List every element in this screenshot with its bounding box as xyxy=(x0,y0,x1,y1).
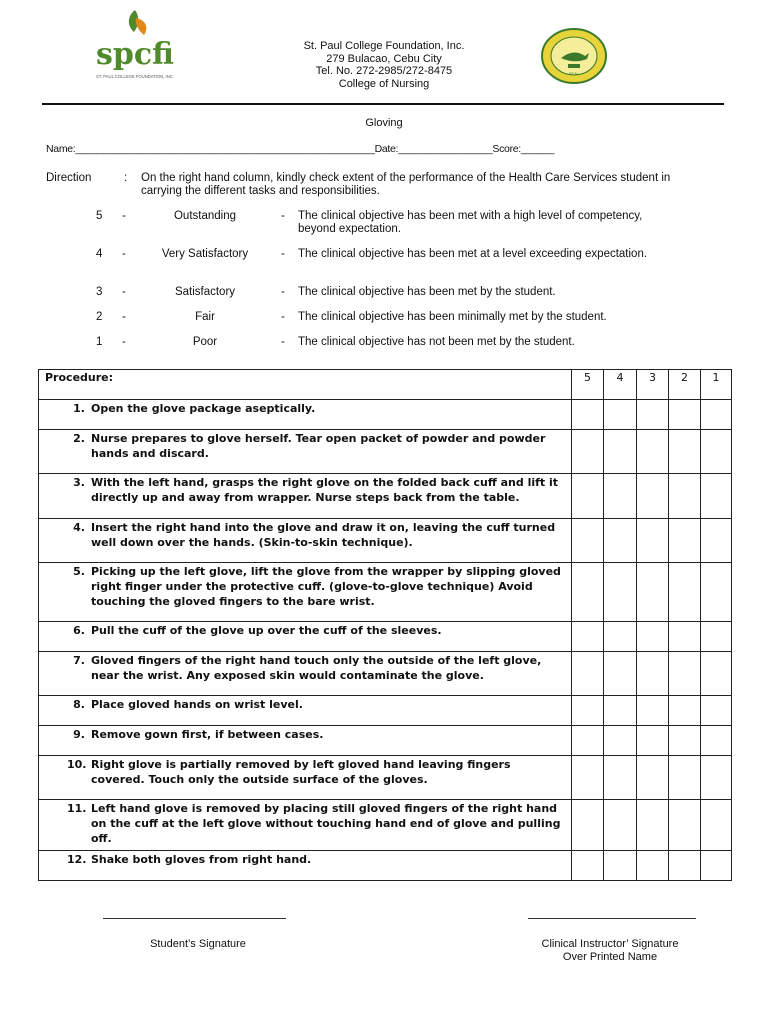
direction-text: On the right hand column, kindly check extent of the performance of the Health Care Services student in carrying the different tasks and responsibilities. xyxy=(141,172,671,197)
scale-number: 1 xyxy=(96,336,103,348)
scale-dash: - xyxy=(122,248,126,260)
scale-dash: - xyxy=(281,248,285,260)
score-cell[interactable] xyxy=(701,474,732,519)
score-cell[interactable] xyxy=(701,622,732,652)
step-number: 9. xyxy=(73,728,85,741)
step-number: 3. xyxy=(73,476,85,489)
scale-description: The clinical objective has been met at a level exceeding expectation. xyxy=(298,248,648,260)
scale-name: Poor xyxy=(192,336,218,348)
score-cell[interactable] xyxy=(604,756,637,800)
org-address: 279 Bulacao, Cebu City xyxy=(326,52,442,65)
score-cell[interactable] xyxy=(604,430,637,474)
scale-description: The clinical objective has been met with a high level of competency, beyond expectation. xyxy=(298,210,643,235)
score-cell[interactable] xyxy=(572,400,604,430)
score-cell[interactable] xyxy=(572,696,604,726)
step-text: Pull the cuff of the glove up over the cuff of the sleeves. xyxy=(91,624,442,637)
step-number: 8. xyxy=(73,698,85,711)
score-cell[interactable] xyxy=(637,622,669,652)
score-header-5: 5 xyxy=(572,370,604,400)
score-cell[interactable] xyxy=(701,400,732,430)
score-cell[interactable] xyxy=(572,756,604,800)
score-header-1: 1 xyxy=(701,370,732,400)
score-cell[interactable] xyxy=(669,726,701,756)
step-number: 2. xyxy=(73,432,85,445)
table-row xyxy=(39,726,732,756)
table-row xyxy=(39,519,732,563)
name-label: Name: xyxy=(46,143,76,155)
step-text: Open the glove package aseptically. xyxy=(91,402,316,415)
info-line: Name:______________________________________________________Date:_________________Score:______ xyxy=(46,143,555,155)
nursing-seal xyxy=(541,28,607,84)
score-cell[interactable] xyxy=(637,519,669,563)
scale-number: 2 xyxy=(96,311,103,323)
scale-description: The clinical objective has not been met by the student. xyxy=(298,336,575,348)
table-row xyxy=(39,474,732,519)
score-cell[interactable] xyxy=(572,430,604,474)
leaf-icon xyxy=(136,18,147,35)
logo-wordmark: spcfi xyxy=(96,37,174,72)
org-department: College of Nursing xyxy=(338,77,430,90)
date-label: Date: xyxy=(374,143,399,155)
scale-number: 5 xyxy=(96,210,103,222)
instructor-signature-line2: Over Printed Name xyxy=(562,950,658,963)
score-cell[interactable] xyxy=(701,696,732,726)
table-row xyxy=(39,851,732,881)
direction-label: Direction xyxy=(46,172,92,184)
header-divider xyxy=(42,103,724,105)
score-header-3: 3 xyxy=(637,370,669,400)
scale-dash: - xyxy=(281,286,285,298)
score-cell[interactable] xyxy=(604,400,637,430)
score-cell[interactable] xyxy=(701,726,732,756)
step-number: 11. xyxy=(67,802,87,815)
score-cell[interactable] xyxy=(669,430,701,474)
score-cell[interactable] xyxy=(604,563,637,622)
score-cell[interactable] xyxy=(669,756,701,800)
score-cell[interactable] xyxy=(637,474,669,519)
procedure-header: Procedure: xyxy=(39,370,572,400)
scale-dash: - xyxy=(281,210,285,222)
score-cell[interactable] xyxy=(669,622,701,652)
scale-dash: - xyxy=(122,336,126,348)
score-cell[interactable] xyxy=(572,726,604,756)
score-cell[interactable] xyxy=(637,696,669,726)
score-cell[interactable] xyxy=(604,851,637,881)
table-row xyxy=(39,563,732,622)
score-cell[interactable] xyxy=(637,400,669,430)
step-text: Picking up the left glove, lift the glove from the wrapper by slipping gloved right finger under the protective cuff. (glove-to-glove technique) Avoid touching the gloved fingers to the bare wrist. xyxy=(91,565,561,608)
document-title: Gloving xyxy=(365,117,403,129)
score-cell[interactable] xyxy=(572,800,604,851)
table-row xyxy=(39,430,732,474)
score-cell[interactable] xyxy=(701,800,732,851)
score-cell[interactable] xyxy=(572,652,604,696)
score-cell[interactable] xyxy=(637,756,669,800)
direction-colon: : xyxy=(124,172,128,184)
step-number: 5. xyxy=(73,565,85,578)
score-cell[interactable] xyxy=(572,474,604,519)
score-cell[interactable] xyxy=(572,622,604,652)
step-text: Gloved fingers of the right hand touch only the outside of the left glove, near the wrist. Any exposed skin would contaminate the glove. xyxy=(91,654,542,682)
score-label: Score: xyxy=(492,143,521,155)
scale-name: Very Satisfactory xyxy=(161,248,249,260)
step-number: 4. xyxy=(73,521,85,534)
instructor-signature-line[interactable] xyxy=(528,918,696,919)
score-cell[interactable] xyxy=(701,652,732,696)
step-text: Left hand glove is removed by placing still gloved fingers of the right hand on the cuff at the left glove without touching hand end of glove and pulling off. xyxy=(91,802,561,845)
score-cell[interactable] xyxy=(669,696,701,726)
scale-dash: - xyxy=(122,210,126,222)
score-header-2: 2 xyxy=(669,370,701,400)
scale-description: The clinical objective has been met by the student. xyxy=(298,286,556,298)
scale-name: Satisfactory xyxy=(174,286,236,298)
scale-name: Outstanding xyxy=(173,210,236,222)
step-number: 10. xyxy=(67,758,87,771)
scale-number: 3 xyxy=(96,286,103,298)
logo-subtext: ST. PAUL COLLEGE FOUNDATION, INC. xyxy=(96,74,174,79)
org-phone: Tel. No. 272-2985/272-8475 xyxy=(315,65,453,77)
table-row xyxy=(39,400,732,430)
score-cell[interactable] xyxy=(604,800,637,851)
student-signature-label: Student’s Signature xyxy=(150,938,246,950)
score-cell[interactable] xyxy=(669,400,701,430)
scale-dash: - xyxy=(122,286,126,298)
score-cell[interactable] xyxy=(572,851,604,881)
score-cell[interactable] xyxy=(701,519,732,563)
step-number: 1. xyxy=(73,402,85,415)
instructor-signature-label xyxy=(510,938,710,963)
scale-dash: - xyxy=(281,311,285,323)
seal-text: SEAL xyxy=(568,71,580,76)
table-row xyxy=(39,696,732,726)
instructor-signature-line1: Clinical Instructor’ Signature xyxy=(541,938,679,950)
score-cell[interactable] xyxy=(604,622,637,652)
score-cell[interactable] xyxy=(669,652,701,696)
step-text: With the left hand, grasps the right glove on the folded back cuff and lift it directly up and away from wrapper. Nurse steps back from the table. xyxy=(91,476,559,504)
score-cell[interactable] xyxy=(669,474,701,519)
score-cell[interactable] xyxy=(572,519,604,563)
score-cell[interactable] xyxy=(604,474,637,519)
step-text: Remove gown first, if between cases. xyxy=(91,728,324,741)
table-row xyxy=(39,756,732,800)
table-row xyxy=(39,622,732,652)
score-cell[interactable] xyxy=(637,800,669,851)
score-cell[interactable] xyxy=(637,851,669,881)
step-number: 7. xyxy=(73,654,85,667)
score-cell[interactable] xyxy=(637,652,669,696)
step-number: 6. xyxy=(73,624,85,637)
score-cell[interactable] xyxy=(637,430,669,474)
step-text: Place gloved hands on wrist level. xyxy=(91,698,303,711)
letterhead xyxy=(260,40,508,90)
scale-description: The clinical objective has been minimally met by the student. xyxy=(298,311,607,323)
table-row xyxy=(39,652,732,696)
score-cell[interactable] xyxy=(572,563,604,622)
step-text: Shake both gloves from right hand. xyxy=(91,853,312,866)
score-cell[interactable] xyxy=(637,563,669,622)
score-cell[interactable] xyxy=(604,726,637,756)
score-header-4: 4 xyxy=(604,370,637,400)
score-cell[interactable] xyxy=(669,851,701,881)
scale-dash: - xyxy=(281,336,285,348)
student-signature-line[interactable] xyxy=(103,918,286,919)
score-cell[interactable] xyxy=(701,430,732,474)
org-name: St. Paul College Foundation, Inc. xyxy=(303,40,465,52)
score-cell[interactable] xyxy=(604,696,637,726)
scale-name: Fair xyxy=(195,311,215,323)
table-row xyxy=(39,800,732,851)
score-cell[interactable] xyxy=(701,563,732,622)
score-cell[interactable] xyxy=(604,652,637,696)
step-text: Nurse prepares to glove herself. Tear open packet of powder and powder hands and discard. xyxy=(91,432,546,460)
score-cell[interactable] xyxy=(669,519,701,563)
score-cell[interactable] xyxy=(637,726,669,756)
procedure-table xyxy=(38,369,732,881)
step-number: 12. xyxy=(67,853,87,866)
score-cell[interactable] xyxy=(701,756,732,800)
table-header-row xyxy=(39,370,732,400)
score-cell[interactable] xyxy=(701,851,732,881)
step-text: Insert the right hand into the glove and draw it on, leaving the cuff turned well down over the hands. (Skin-to-skin technique). xyxy=(91,521,556,549)
scale-dash: - xyxy=(122,311,126,323)
score-cell[interactable] xyxy=(604,519,637,563)
spcfi-logo xyxy=(94,8,176,82)
score-cell[interactable] xyxy=(669,800,701,851)
step-text: Right glove is partially removed by left gloved hand leaving fingers covered. Touch only the outside surface of the gloves. xyxy=(91,758,511,786)
score-cell[interactable] xyxy=(669,563,701,622)
scale-number: 4 xyxy=(96,248,103,260)
